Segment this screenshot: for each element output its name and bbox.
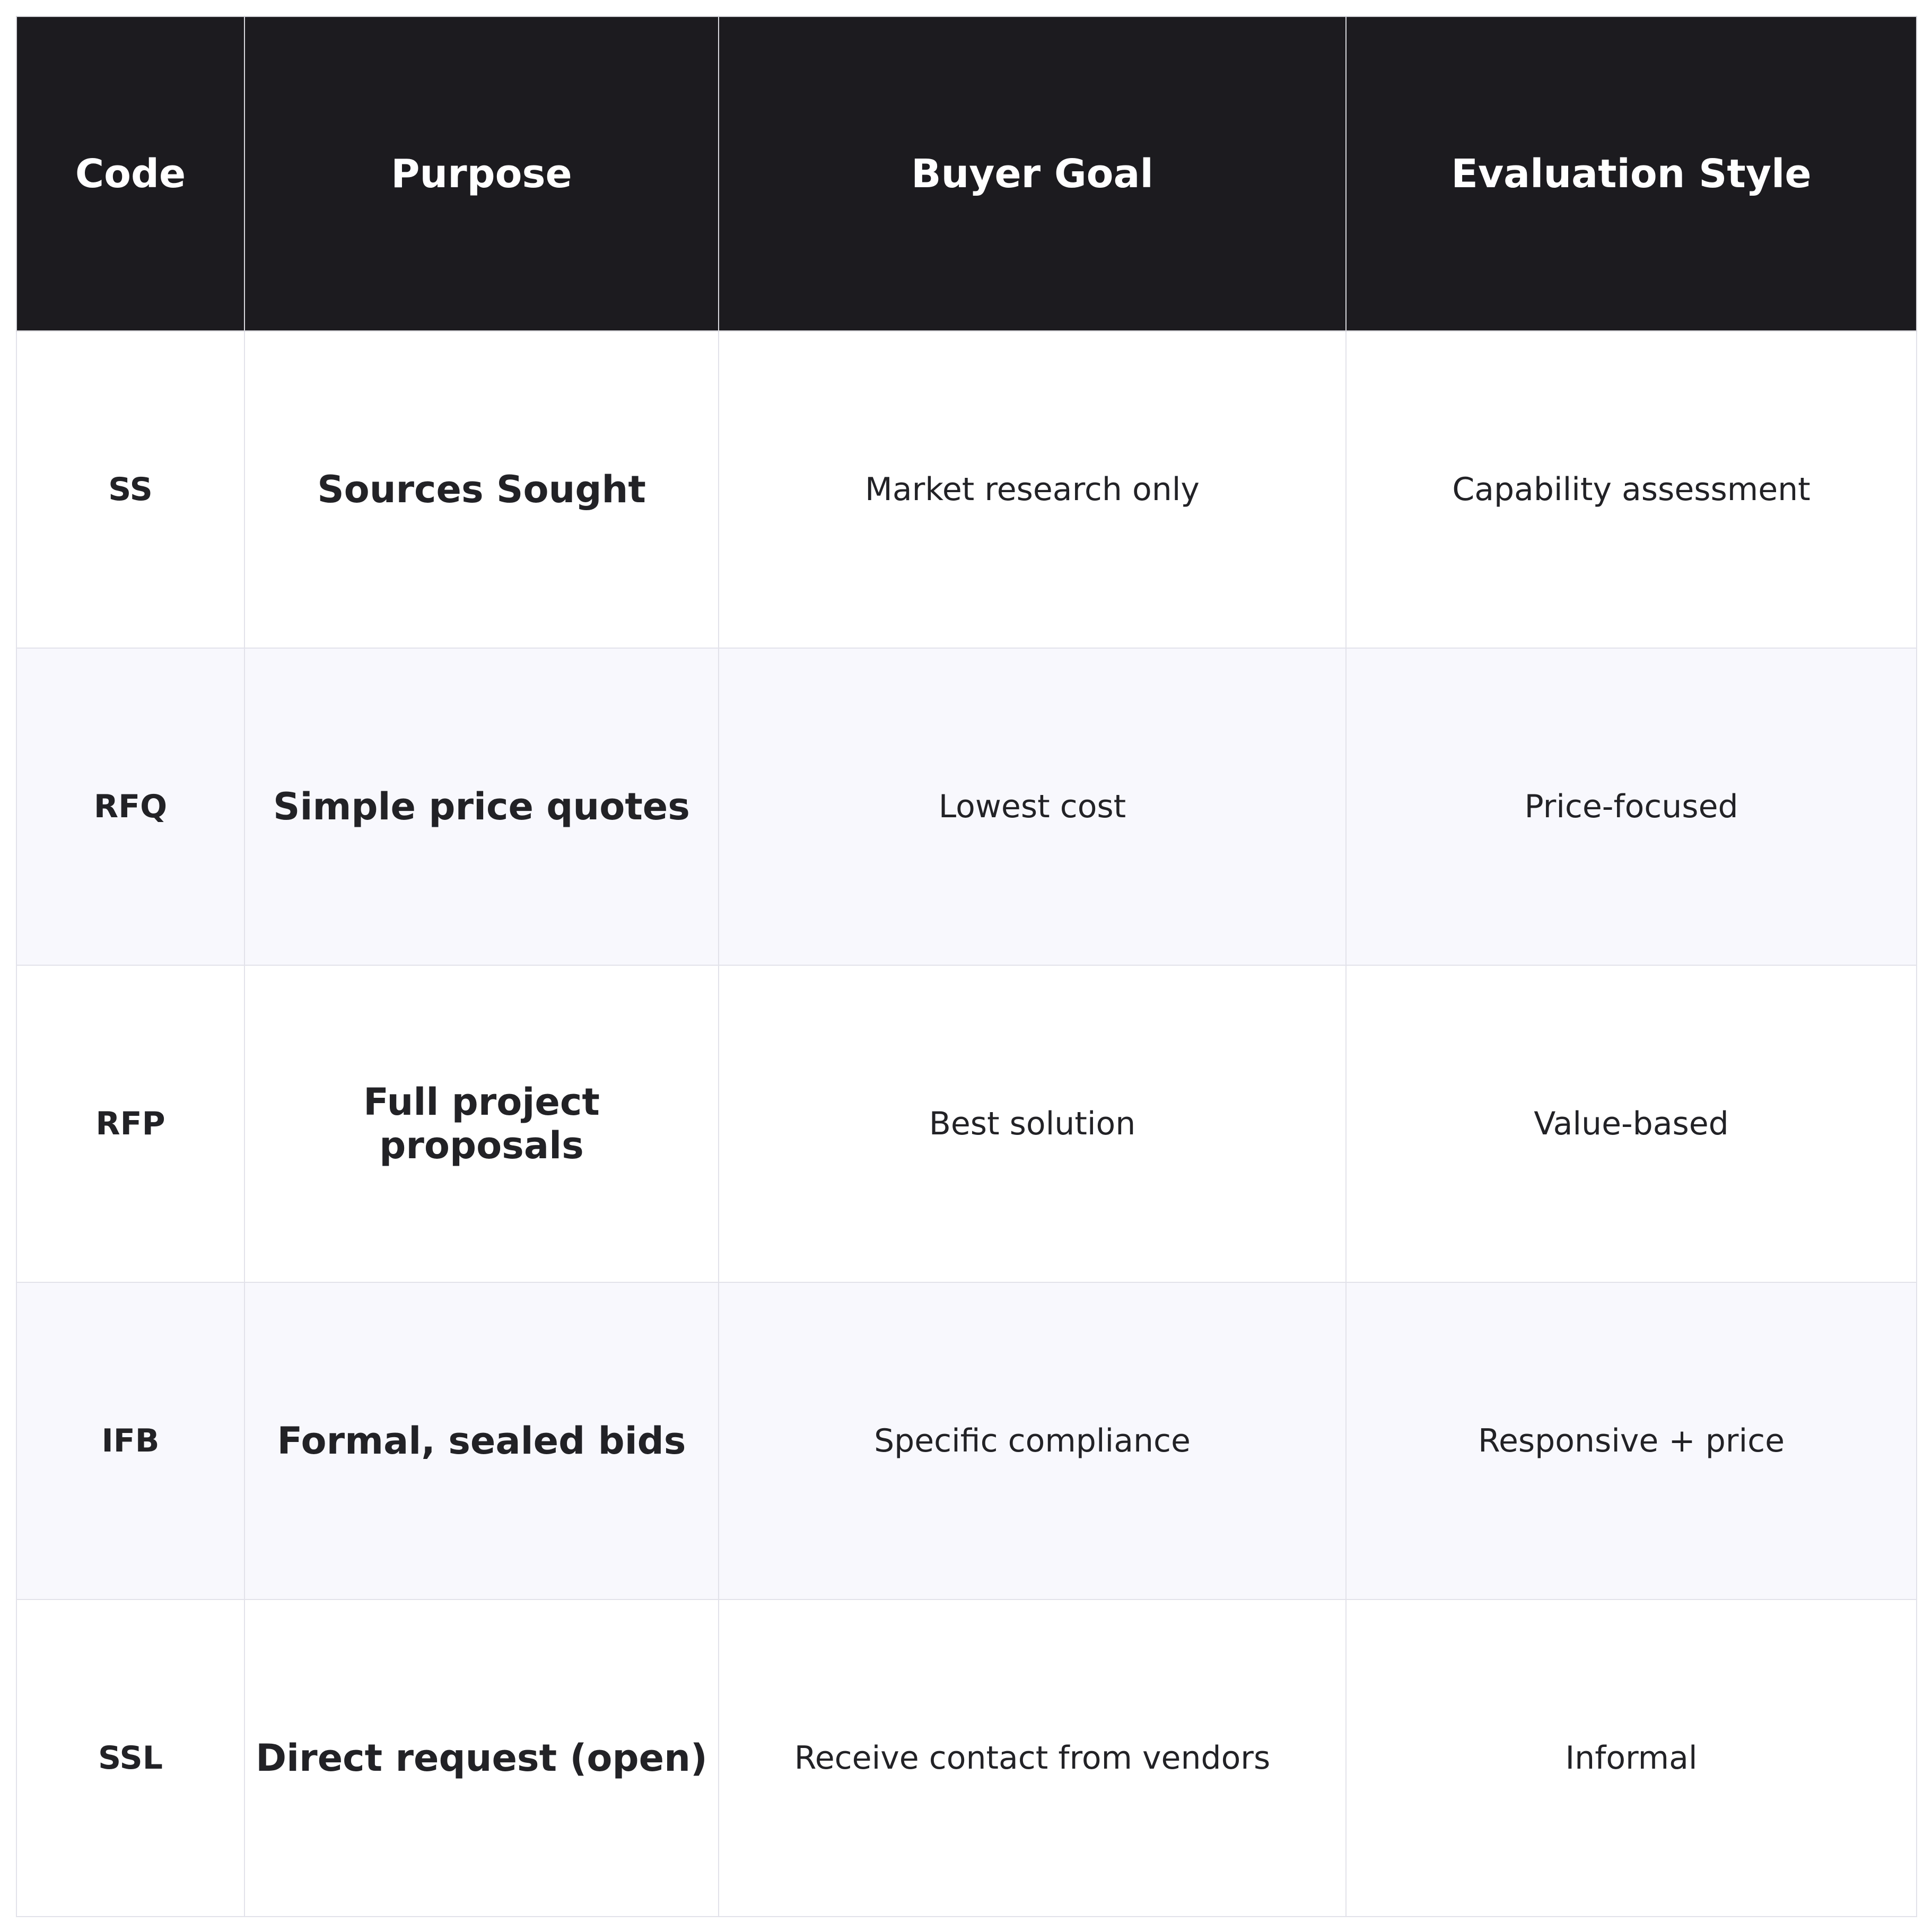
cell-purpose: Direct request (open) [244,1599,719,1917]
table-row [16,648,1917,965]
header-evaluation-style: Evaluation Style [1346,16,1917,331]
cell-evaluation-style: Value-based [1346,965,1917,1282]
cell-code: SSL [16,1599,244,1917]
solicitation-types-table [16,16,1917,1917]
cell-buyer-goal: Lowest cost [719,648,1346,965]
cell-buyer-goal: Specific compliance [719,1282,1346,1599]
cell-buyer-goal: Best solution [719,965,1346,1282]
cell-buyer-goal: Receive contact from vendors [719,1599,1346,1917]
header-row [16,16,1917,331]
header-purpose: Purpose [244,16,719,331]
cell-code: IFB [16,1282,244,1599]
table-row [16,331,1917,648]
header-code: Code [16,16,244,331]
cell-purpose: Simple price quotes [244,648,719,965]
table-row [16,1282,1917,1599]
cell-purpose: Sources Sought [244,331,719,648]
cell-evaluation-style: Capability assessment [1346,331,1917,648]
table-row [16,965,1917,1282]
cell-purpose: Full project proposals [244,965,719,1282]
table-header [16,16,1917,331]
cell-evaluation-style: Responsive + price [1346,1282,1917,1599]
cell-purpose: Formal, sealed bids [244,1282,719,1599]
cell-code: SS [16,331,244,648]
cell-code: RFQ [16,648,244,965]
cell-evaluation-style: Informal [1346,1599,1917,1917]
cell-buyer-goal: Market research only [719,331,1346,648]
cell-code: RFP [16,965,244,1282]
table-body [16,331,1917,1917]
header-buyer-goal: Buyer Goal [719,16,1346,331]
cell-evaluation-style: Price-focused [1346,648,1917,965]
table-row [16,1599,1917,1917]
